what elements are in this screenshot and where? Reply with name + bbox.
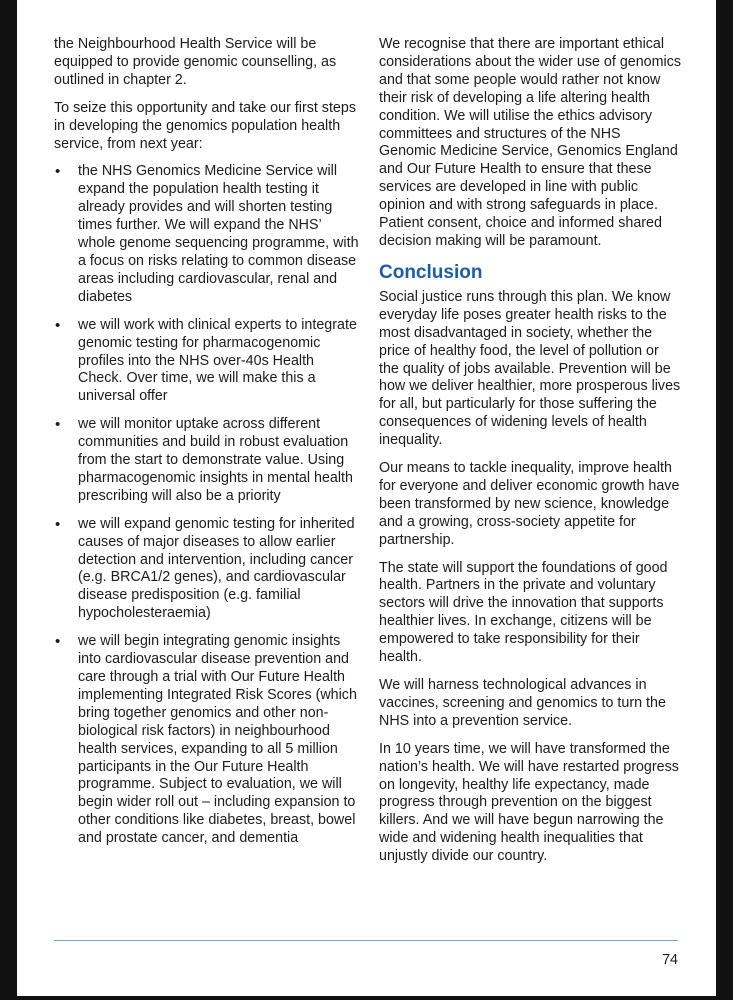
paragraph: We will harness technological advances in vaccines, screening and genomics to turn the NHS into a prevention service. — [379, 677, 666, 729]
paragraph: We recognise that there are important ethical considerations about the wider use of genomics and that some people would rather not know their risk of developing a life altering health condition. We will utilise the ethics advisory committees and structures of the NHS Genomic Medicine Service, Genomics England and Our Future Health to ensure that these services are developed in line with public opinion and with strong safeguards in place. Patient consent, choice and informed shared decision making will be paramount. — [379, 36, 682, 249]
paragraph: the Neighbourhood Health Service will be equipped to provide genomic counselling, as outlined in chapter 2. — [54, 36, 337, 88]
paragraph: Our means to tackle inequality, improve health for everyone and deliver economic growth have been transformed by new science, knowledge and a growing, cross-society appetite for partnership. — [379, 460, 680, 548]
bullet-item: • we will expand genomic testing for inherited causes of major diseases to allow earlier detection and intervention, including cancer (e.g. BRCA1/2 genes), and cardiovascular disease predisposition (e.g. familial hypocholesteraemia) — [54, 516, 362, 623]
section-heading: Conclusion — [379, 261, 483, 283]
bullet-item: • we will work with clinical experts to integrate genomic testing for pharmacogenomic profiles into the NHS over-40s Health Check. Over time, we will make this a universal offer — [54, 317, 362, 407]
page-number: 74 — [662, 952, 678, 968]
bullet-item: • we will begin integrating genomic insights into cardiovascular disease prevention and care through a trial with Our Future Health implementing Integrated Risk Scores (which bring together genomics and other non-biological risk factors) in neighbourhood health services, expanding to all 5 million participants in the Our Future Health programme. Subject to evaluation, we will begin wider roll out – including expansion to other conditions like diabetes, breast, bowel and prostate cancer, and dementia — [54, 633, 362, 848]
paragraph: Social justice runs through this plan. We know everyday life poses greater health risks to the most disadvantaged in society, whether the price of healthy food, the level of pollution or the quality of jobs available. Prevention will be how we deliver healthier, more prosperous lives for all, but particularly for those suffering the consequences of widening levels of health inequality. — [379, 288, 681, 449]
paragraph: To seize this opportunity and take our first steps in developing the genomics population health service, from next year: — [54, 99, 356, 152]
footer-divider — [54, 940, 678, 941]
bullet-list — [54, 163, 362, 848]
paragraph: The state will support the foundations of good health. Partners in the private and voluntary sectors will drive the innovation that supports healthier lives. In exchange, citizens will be empowered to take responsibility for their health. — [379, 559, 668, 666]
bullet-item: • the NHS Genomics Medicine Service will expand the population health testing it already provides and will shorten testing times further. We will expand the NHS’ whole genome sequencing programme, with a focus on risks relating to common disease areas including cardiovascular, renal and diabetes — [54, 163, 362, 306]
left-column — [54, 36, 362, 858]
bullet-item: • we will monitor uptake across different communities and build in robust evaluation from the start to demonstrate value. Using pharmacogenomic insights in mental health prescribing will also be a priority — [54, 416, 362, 506]
document-page — [17, 0, 716, 996]
paragraph: In 10 years time, we will have transformed the nation’s health. We will have restarted progress on longevity, healthy life expectancy, made progress through prevention on the biggest killers. And we will have begun narrowing the wide and widening health inequalities that unjustly divide our country. — [379, 740, 679, 865]
right-column — [379, 36, 681, 876]
